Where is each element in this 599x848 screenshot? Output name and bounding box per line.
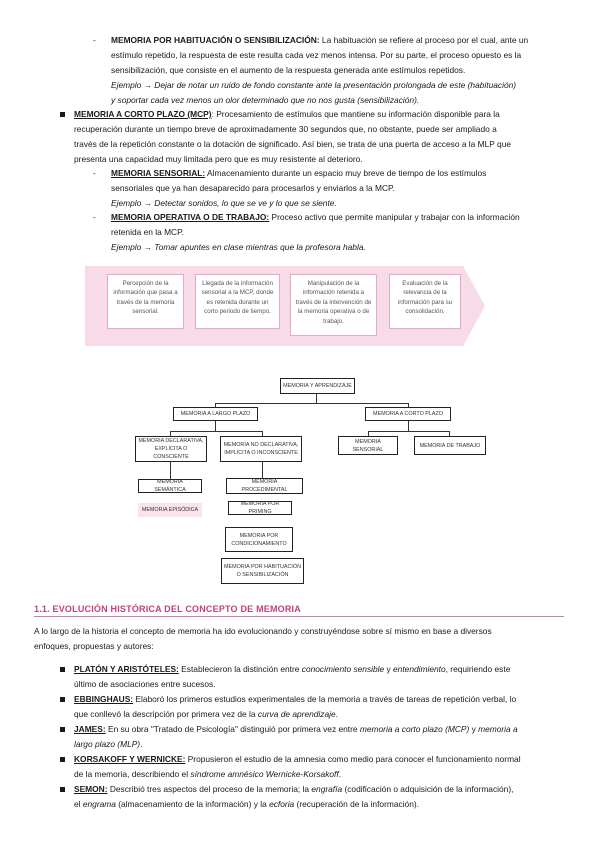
sensorial-example: Ejemplo → Detectar sonidos, lo que se ve y lo que se siente.: [111, 198, 337, 208]
bullet-square: [60, 787, 65, 792]
author-term: ecforia: [269, 799, 295, 809]
mcp-line3: través de la repetición constante o la dotación de significado. Así bien, se trata de una puerta de acceso a la MLP que: [74, 139, 512, 149]
author-ebbinghaus-line2: [74, 707, 338, 722]
node-label: MEMORIA POR CONDICIONAMIENTO: [231, 532, 287, 547]
author-text: que conllevó la descripción por primera vez de la: [74, 709, 258, 719]
author-platon-line2: último de asociaciones entre sucesos.: [74, 679, 216, 689]
node-label: MEMORIA DECLARATIVA, EXPLÍCITA O CONSCIENTE: [138, 438, 204, 460]
process-step-text: Llegada de la información sensorial a la MCP, donde es retenida durante un corto periodo de tiempo.: [201, 280, 274, 316]
node-habituacion: [221, 558, 304, 584]
node-memoria-aprendizaje: [280, 378, 355, 394]
connector: [170, 461, 171, 479]
author-james-line1: [74, 722, 518, 737]
author-ebbinghaus-line1: [74, 692, 516, 707]
author-name: SEMON:: [74, 784, 108, 794]
dash-marker: -: [93, 168, 96, 178]
sensorial-title: MEMORIA SENSORIAL:: [111, 168, 206, 178]
author-term: síndrome amnésico Wernicke-Korsakoff: [190, 769, 339, 779]
mcp-text: : Procesamiento de estímulos que mantiene su información disponible para la: [211, 109, 500, 119]
operativa-text: Proceso activo que permite manipular y trabajar con la información: [269, 212, 520, 222]
author-text: el: [74, 799, 83, 809]
node-label: MEMORIA POR PRIMING: [240, 501, 280, 515]
connector: [262, 461, 263, 478]
habituacion-title: MEMORIA POR HABITUACIÓN O SENSIBILIZACIÓN:: [111, 35, 320, 45]
bullet-square: [60, 112, 65, 117]
process-step-2: [195, 274, 280, 329]
habituacion-line2: estímulo repetido, la respuesta de este resulta cada vez menos intensa. Por su parte, el proceso opuesto es la: [111, 50, 522, 60]
author-term: memoria a: [478, 724, 518, 734]
author-semon-line2: [74, 797, 419, 812]
author-korsakoff-line1: [74, 752, 521, 767]
author-text: y: [384, 664, 394, 674]
node-no-declarativa: [220, 436, 302, 462]
node-label: MEMORIA SEMÁNTICA: [154, 479, 186, 493]
connector: [368, 431, 450, 432]
author-name: JAMES:: [74, 724, 106, 734]
author-text: Elaboró los primeros estudios experimentales de la memoria a través de tareas de repetición verbal, lo: [133, 694, 517, 704]
node-episodica: [138, 503, 202, 517]
author-text: Establecieron la distinción entre: [178, 664, 302, 674]
dash-marker: -: [93, 35, 96, 45]
node-label: MEMORIA NO DECLARATIVA, IMPLÍCITA O INCONSCIENTE: [223, 442, 299, 456]
mcp-line1: [74, 107, 500, 122]
operativa-line2: retenida en la MCP.: [111, 227, 184, 237]
author-term: conocimiento sensible: [301, 664, 385, 674]
author-text: (almacenamiento de la información) y la: [115, 799, 270, 809]
sensorial-line2: sensoriales que ya han desaparecido para procesarlos y enviarlos a la MCP.: [111, 183, 395, 193]
author-term: memoria a corto plazo (MCP): [359, 724, 470, 734]
author-term: entendimiento: [393, 664, 446, 674]
author-name: EBBINGHAUS:: [74, 694, 134, 704]
process-step-1: [107, 274, 184, 329]
process-step-text: Manipulación de la información retenida a través de la intervención de la memoria operativa o de trabajo.: [295, 280, 372, 325]
section-divider: [34, 616, 564, 617]
process-step-3: [290, 274, 377, 336]
node-label: MEMORIA SENSORIAL: [352, 438, 384, 453]
node-mlp: [173, 407, 258, 421]
bullet-square: [60, 757, 65, 762]
operativa-example: Ejemplo → Tomar apuntes en clase mientras que la profesora habla.: [111, 242, 366, 252]
node-label: MEMORIA POR HABITUACIÓN O SENSIBILIZACIÓN: [224, 564, 301, 578]
node-label: MEMORIA EPISÓDICA: [141, 507, 199, 513]
author-text: .: [338, 769, 342, 779]
author-term: engrafía: [311, 784, 343, 794]
author-term: engrama: [82, 799, 116, 809]
process-step-4: [389, 274, 461, 329]
mcp-title: MEMORIA A CORTO PLAZO (MCP): [74, 109, 212, 119]
sensorial-text: Almacenamiento durante un espacio muy breve de tiempo de los estímulos: [205, 168, 487, 178]
node-label: MEMORIA A CORTO PLAZO: [373, 411, 443, 417]
node-label: MEMORIA A LARGO PLAZO: [180, 411, 251, 417]
bullet-square: [60, 697, 65, 702]
node-priming: [228, 501, 292, 515]
author-text: (recuperación de la información).: [294, 799, 419, 809]
node-semantica: [138, 479, 202, 493]
dash-marker: -: [93, 212, 96, 222]
node-mcp: [365, 407, 451, 421]
operativa-title: MEMORIA OPERATIVA O DE TRABAJO:: [111, 212, 270, 222]
habituacion-line3: sensibilización, que consiste en el aumento de la respuesta generada ante estímulos repetidos.: [111, 65, 466, 75]
habituacion-example2: y soportar cada vez menos un olor determinado que no nos gusta (sensibilización).: [111, 95, 420, 105]
connector: [215, 403, 409, 404]
section-intro-line2: enfoques, propuestas y autores:: [34, 641, 154, 651]
node-label: MEMORIA Y APRENDIZAJE: [283, 383, 352, 389]
process-step-text: Percepción de la información que pasa a través de la memoria sensorial.: [113, 280, 178, 316]
author-text: Propusieron el estudio de la amnesia como medio para conocer el funcionamiento normal: [185, 754, 521, 764]
section-intro-line1: A lo largo de la historia el concepto de memoria ha ido evolucionando y construyéndose sobre sí mismo en base a diversos: [34, 626, 492, 636]
sensorial-line1: [111, 166, 486, 181]
node-label: MEMORIA PROCEDIMENTAL: [241, 479, 288, 493]
author-term: curva de aprendizaje: [257, 709, 336, 719]
habituacion-example1: Ejemplo → Dejar de notar un ruido de fondo constante ante la presentación prolongada de este (habituación): [111, 80, 517, 90]
node-condicionamiento: [225, 527, 293, 552]
process-step-text: Evaluación de la relevancia de la información para su consolidación.: [397, 280, 453, 316]
mcp-line4: presenta una capacidad muy limitada pero que es muy resistente al deterioro.: [74, 154, 363, 164]
node-procedimental: [226, 478, 303, 494]
connector: [170, 431, 263, 432]
habituacion-text: La habituación se refiere al proceso por el cual, ante un: [319, 35, 529, 45]
author-text: y: [469, 724, 479, 734]
author-name: KORSAKOFF Y WERNICKE:: [74, 754, 186, 764]
bullet-square: [60, 727, 65, 732]
author-text: En su obra "Tratado de Psicología" distinguió por primera vez entre: [105, 724, 360, 734]
author-text: (codificación o adquisición de la información),: [342, 784, 514, 794]
author-text: Describió tres aspectos del proceso de la memoria; la: [107, 784, 312, 794]
node-label: MEMORIA DE TRABAJO: [419, 442, 481, 449]
node-trabajo: [414, 436, 486, 455]
bullet-square: [60, 667, 65, 672]
author-text: de la memoria, describiendo el: [74, 769, 191, 779]
author-text: .: [335, 709, 338, 719]
author-term: largo plazo (MLP): [74, 739, 141, 749]
author-korsakoff-line2: [74, 767, 341, 782]
author-text: , requiriendo este: [445, 664, 511, 674]
node-sensorial: [338, 436, 398, 455]
author-text: .: [140, 739, 143, 749]
mcp-line2: recuperación durante un tiempo breve de aproximadamente 30 segundos que, no obstante, puede ser ampliado a: [74, 124, 497, 134]
author-name: PLATÓN Y ARISTÓTELES:: [74, 664, 179, 674]
habituacion-line1: [111, 33, 571, 48]
author-james-line2: [74, 737, 142, 752]
author-platon-line1: [74, 662, 510, 677]
section-title: 1.1. EVOLUCIÓN HISTÓRICA DEL CONCEPTO DE MEMORIA: [34, 604, 301, 614]
author-semon-line1: [74, 782, 513, 797]
node-declarativa: [135, 436, 207, 462]
operativa-line1: [111, 210, 520, 225]
